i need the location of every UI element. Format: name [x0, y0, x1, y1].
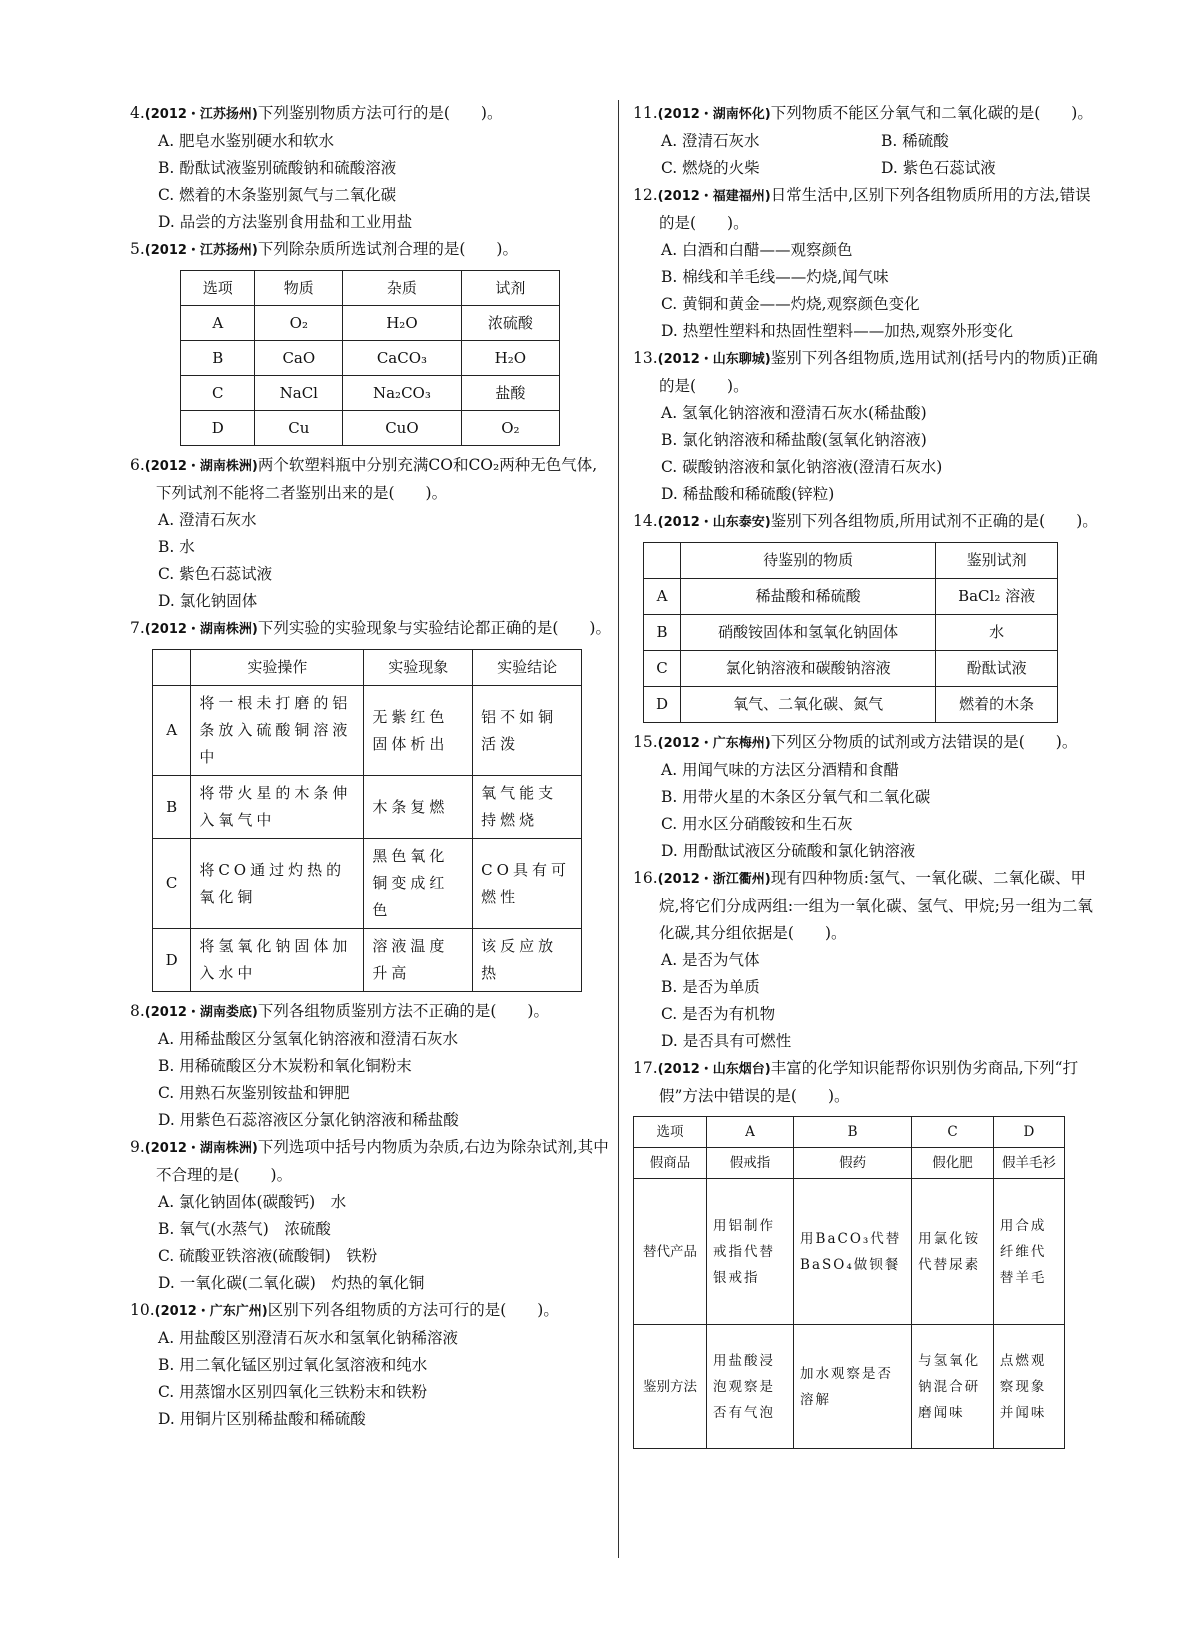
table-cell: CaO	[255, 341, 343, 376]
table-cell: CuO	[343, 411, 462, 446]
question-source: (2012・山东泰安)	[657, 515, 771, 530]
table-cell: A	[181, 306, 255, 341]
table-cell: 燃着的木条	[936, 687, 1058, 723]
option-b: B. 棉线和羊毛线——灼烧,闻气味	[661, 268, 889, 286]
option-c: C. 用蒸馏水区别四氧化三铁粉末和铁粉	[158, 1383, 428, 1401]
question-number: 11.	[633, 104, 658, 122]
table-cell: 用铝制作戒指代替银戒指	[707, 1179, 794, 1325]
question-source: (2012・江苏扬州)	[144, 107, 258, 122]
table-cell: O₂	[461, 411, 559, 446]
table-cell: 氯化钠溶液和碳酸钠溶液	[681, 651, 936, 687]
table-cell: 用BaCO₃代替BaSO₄做钡餐	[794, 1179, 912, 1325]
question-source: (2012・福建福州)	[657, 189, 771, 204]
table-header-row	[644, 543, 1058, 579]
question-number: 4.	[130, 104, 145, 122]
question-number: 12.	[633, 186, 658, 204]
table-header: 待鉴别的物质	[681, 543, 936, 579]
table-cell: H₂O	[461, 341, 559, 376]
question-source: (2012・湖南株洲)	[144, 622, 258, 637]
question-number: 16.	[633, 869, 658, 887]
table-cell: 加水观察是否溶解	[794, 1325, 912, 1449]
option-b: B. 水	[158, 538, 195, 556]
table-cell: A	[153, 686, 191, 776]
question-stem	[633, 508, 1103, 536]
table-cell: BaCl₂ 溶液	[936, 579, 1058, 615]
table-row	[644, 615, 1058, 651]
option-c: C. 紫色石蕊试液	[158, 565, 273, 583]
table-row	[644, 651, 1058, 687]
right-column	[633, 100, 1103, 1455]
table-cell: Na₂CO₃	[343, 376, 462, 411]
option-b: B. 是否为单质	[661, 978, 760, 996]
table-row	[153, 839, 582, 929]
table-cell: 浓硫酸	[461, 306, 559, 341]
table-cell: B	[153, 776, 191, 839]
option-a: A. 氢氧化钠溶液和澄清石灰水(稀盐酸)	[661, 404, 927, 422]
question-text: 日常生活中,区别下列各组物质所用的方法,错误的是( )。	[659, 186, 1091, 232]
question-stem	[633, 1055, 1103, 1110]
table-row	[634, 1148, 1065, 1179]
table-cell: 假药	[794, 1148, 912, 1179]
question-text: 下列区分物质的试剂或方法错误的是( )。	[770, 733, 1078, 751]
option-c: C. 燃烧的火柴	[661, 159, 760, 177]
table-cell: 盐酸	[461, 376, 559, 411]
question-source: (2012・山东烟台)	[657, 1062, 771, 1077]
question-stem	[130, 998, 612, 1026]
left-column	[130, 100, 612, 1433]
table-cell: B	[644, 615, 681, 651]
option-a: A. 用稀盐酸区分氢氧化钠溶液和澄清石灰水	[158, 1030, 459, 1048]
option-c: C. 用熟石灰鉴别铵盐和钾肥	[158, 1084, 350, 1102]
question-stem	[633, 182, 1103, 237]
experiment-table	[152, 649, 582, 992]
table-header-row	[181, 271, 560, 306]
option-row	[633, 128, 1103, 155]
table-header: 实验现象	[364, 650, 473, 686]
question-16	[633, 865, 1103, 1055]
table-cell: 黑色氧化铜变成红色	[364, 839, 473, 929]
question-text: 下列各组物质鉴别方法不正确的是( )。	[257, 1002, 549, 1020]
option-a: A. 用闻气味的方法区分酒精和食醋	[661, 761, 900, 779]
table-cell: C	[644, 651, 681, 687]
table-cell: 稀盐酸和稀硫酸	[681, 579, 936, 615]
table-cell: O₂	[255, 306, 343, 341]
table-cell: CO具有可燃性	[473, 839, 582, 929]
table-header: 选项	[634, 1117, 707, 1148]
table-header: 杂质	[343, 271, 462, 306]
option-c: C. 燃着的木条鉴别氮气与二氧化碳	[158, 186, 397, 204]
table-header: 实验结论	[473, 650, 582, 686]
table-cell: B	[181, 341, 255, 376]
table-cell: 与氢氧化钠混合研磨闻味	[912, 1325, 994, 1449]
table-cell: 点燃观察现象并闻味	[993, 1325, 1064, 1449]
question-11	[633, 100, 1103, 182]
option-d: D. 用酚酞试液区分硫酸和氯化钠溶液	[661, 842, 916, 860]
table-cell: 溶液温度升高	[364, 929, 473, 992]
table-cell: 假商品	[634, 1148, 707, 1179]
table-cell: 用合成纤维代替羊毛	[993, 1179, 1064, 1325]
option-c: C. 用水区分硝酸铵和生石灰	[661, 815, 853, 833]
table-row	[153, 776, 582, 839]
table-row	[181, 341, 560, 376]
table-cell: 假羊毛衫	[993, 1148, 1064, 1179]
table-row	[634, 1325, 1065, 1449]
question-stem	[130, 100, 612, 128]
table-header-row	[153, 650, 582, 686]
option-b: B. 氯化钠溶液和稀盐酸(氢氧化钠溶液)	[661, 431, 927, 449]
option-d: D. 用铜片区别稀盐酸和稀硫酸	[158, 1410, 366, 1428]
question-source: (2012・山东聊城)	[657, 352, 771, 367]
table-cell: H₂O	[343, 306, 462, 341]
question-stem	[633, 345, 1103, 400]
option-d: D. 紫色石蕊试液	[881, 159, 996, 177]
option-d: D. 热塑性塑料和热固性塑料——加热,观察外形变化	[661, 322, 1014, 340]
table-row	[644, 687, 1058, 723]
question-source: (2012・江苏扬州)	[144, 243, 258, 258]
table-cell: D	[181, 411, 255, 446]
reagent-table	[643, 542, 1058, 723]
option-c: C. 硫酸亚铁溶液(硫酸铜) 铁粉	[158, 1247, 378, 1265]
question-10	[130, 1297, 612, 1433]
question-stem	[130, 1297, 612, 1325]
table-cell: 将氢氧化钠固体加入水中	[191, 929, 364, 992]
question-12	[633, 182, 1103, 345]
question-stem	[633, 100, 1103, 128]
question-source: (2012・湖南娄底)	[144, 1005, 258, 1020]
table-cell: 假化肥	[912, 1148, 994, 1179]
table-cell: 鉴别方法	[634, 1325, 707, 1449]
option-b: B. 稀硫酸	[881, 132, 949, 150]
table-cell: A	[644, 579, 681, 615]
table-header: 鉴别试剂	[936, 543, 1058, 579]
table-cell: 该反应放热	[473, 929, 582, 992]
table-cell: 用盐酸浸泡观察是否有气泡	[707, 1325, 794, 1449]
option-c: C. 黄铜和黄金——灼烧,观察颜色变化	[661, 295, 920, 313]
question-stem	[130, 1134, 612, 1189]
table-header: C	[912, 1117, 994, 1148]
question-number: 5.	[130, 240, 145, 258]
table-row	[153, 686, 582, 776]
table-row	[181, 376, 560, 411]
table-header: 物质	[255, 271, 343, 306]
option-d: D. 用紫色石蕊溶液区分氯化钠溶液和稀盐酸	[158, 1111, 459, 1129]
question-stem	[130, 236, 612, 264]
table-header: 试剂	[461, 271, 559, 306]
table-header-row	[634, 1117, 1065, 1148]
table-cell: CaCO₃	[343, 341, 462, 376]
question-text: 两个软塑料瓶中分别充满CO和CO₂两种无色气体,下列试剂不能将二者鉴别出来的是( )。	[156, 456, 598, 502]
option-b: B. 氧气(水蒸气) 浓硫酸	[158, 1220, 331, 1238]
table-cell: 假戒指	[707, 1148, 794, 1179]
question-stem	[130, 452, 612, 507]
option-d: D. 稀盐酸和稀硫酸(锌粒)	[661, 485, 835, 503]
question-text: 下列鉴别物质方法可行的是( )。	[257, 104, 503, 122]
option-c: C. 碳酸钠溶液和氯化钠溶液(澄清石灰水)	[661, 458, 943, 476]
question-5	[130, 236, 612, 446]
question-6	[130, 452, 612, 615]
table-cell: C	[153, 839, 191, 929]
question-number: 6.	[130, 456, 145, 474]
table-header	[153, 650, 191, 686]
question-text: 丰富的化学知识能帮你识别伪劣商品,下列“打假”方法中错误的是( )。	[659, 1059, 1079, 1105]
table-cell: 替代产品	[634, 1179, 707, 1325]
table-cell: 木条复燃	[364, 776, 473, 839]
column-divider	[618, 100, 619, 1558]
table-row	[181, 411, 560, 446]
table-cell: 用氯化铵代替尿素	[912, 1179, 994, 1325]
question-text: 下列实验的实验现象与实验结论都正确的是( )。	[257, 619, 611, 637]
question-source: (2012・湖南株洲)	[144, 459, 258, 474]
question-text: 现有四种物质:氢气、一氧化碳、二氧化碳、甲烷,将它们分成两组:一组为一氧化碳、氢气、甲烷;另一组为二氧化碳,其分组依据是( )。	[659, 869, 1093, 942]
question-13	[633, 345, 1103, 508]
option-d: D. 品尝的方法鉴别食用盐和工业用盐	[158, 213, 413, 231]
option-b: B. 用二氧化锰区别过氧化氢溶液和纯水	[158, 1356, 428, 1374]
table-header	[644, 543, 681, 579]
option-b: B. 用稀硫酸区分木炭粉和氧化铜粉末	[158, 1057, 412, 1075]
table-row	[644, 579, 1058, 615]
table-cell: 将CO通过灼热的氧化铜	[191, 839, 364, 929]
table-header: B	[794, 1117, 912, 1148]
question-text: 鉴别下列各组物质,选用试剂(括号内的物质)正确的是( )。	[659, 349, 1098, 395]
table-cell: 铝不如铜活泼	[473, 686, 582, 776]
counterfeit-table	[633, 1116, 1065, 1449]
question-text: 区别下列各组物质的方法可行的是( )。	[267, 1301, 559, 1319]
table-header: 选项	[181, 271, 255, 306]
option-row	[633, 155, 1103, 182]
option-b: B. 酚酞试液鉴别硫酸钠和硫酸溶液	[158, 159, 397, 177]
question-text: 下列选项中括号内物质为杂质,右边为除杂试剂,其中不合理的是( )。	[156, 1138, 609, 1184]
table-header: D	[993, 1117, 1064, 1148]
option-a: A. 是否为气体	[661, 951, 760, 969]
table-cell: C	[181, 376, 255, 411]
option-d: D. 氯化钠固体	[158, 592, 258, 610]
question-source: (2012・广东梅州)	[657, 736, 771, 751]
question-8	[130, 998, 612, 1134]
question-7	[130, 615, 612, 992]
option-a: A. 白酒和白醋——观察颜色	[661, 241, 853, 259]
question-15	[633, 729, 1103, 865]
table-cell: 将一根未打磨的铝条放入硫酸铜溶液中	[191, 686, 364, 776]
question-9	[130, 1134, 612, 1297]
question-text: 鉴别下列各组物质,所用试剂不正确的是( )。	[770, 512, 1098, 530]
table-header: A	[707, 1117, 794, 1148]
table-row	[153, 929, 582, 992]
question-text: 下列除杂质所选试剂合理的是( )。	[257, 240, 518, 258]
option-d: D. 一氧化碳(二氧化碳) 灼热的氧化铜	[158, 1274, 425, 1292]
question-stem	[130, 615, 612, 643]
table-cell: 酚酞试液	[936, 651, 1058, 687]
table-cell: Cu	[255, 411, 343, 446]
table-cell: 水	[936, 615, 1058, 651]
option-c: C. 是否为有机物	[661, 1005, 776, 1023]
table-cell: 氧气能支持燃烧	[473, 776, 582, 839]
question-number: 7.	[130, 619, 145, 637]
question-number: 8.	[130, 1002, 145, 1020]
question-number: 9.	[130, 1138, 145, 1156]
question-source: (2012・湖南怀化)	[657, 107, 771, 122]
table-cell: 硝酸铵固体和氢氧化钠固体	[681, 615, 936, 651]
question-4	[130, 100, 612, 236]
table-cell: 无紫红色固体析出	[364, 686, 473, 776]
question-number: 17.	[633, 1059, 658, 1077]
table-header: 实验操作	[191, 650, 364, 686]
question-14	[633, 508, 1103, 723]
question-text: 下列物质不能区分氧气和二氧化碳的是( )。	[770, 104, 1093, 122]
question-source: (2012・广东广州)	[154, 1304, 268, 1319]
option-b: B. 用带火星的木条区分氧气和二氧化碳	[661, 788, 931, 806]
question-number: 10.	[130, 1301, 155, 1319]
question-number: 14.	[633, 512, 658, 530]
option-a: A. 用盐酸区别澄清石灰水和氢氧化钠稀溶液	[158, 1329, 459, 1347]
table-row	[181, 306, 560, 341]
question-source: (2012・浙江衢州)	[657, 872, 771, 887]
option-a: A. 澄清石灰水	[158, 511, 257, 529]
table-cell: D	[153, 929, 191, 992]
table-cell: 氧气、二氧化碳、氮气	[681, 687, 936, 723]
option-d: D. 是否具有可燃性	[661, 1032, 792, 1050]
table-cell: NaCl	[255, 376, 343, 411]
question-source: (2012・湖南株洲)	[144, 1141, 258, 1156]
table-cell: 将带火星的木条伸入氧气中	[191, 776, 364, 839]
table-cell: D	[644, 687, 681, 723]
question-17	[633, 1055, 1103, 1449]
option-a: A. 澄清石灰水	[661, 132, 760, 150]
question-stem	[633, 865, 1103, 947]
option-a: A. 氯化钠固体(碳酸钙) 水	[158, 1193, 347, 1211]
impurity-table	[180, 270, 560, 446]
table-row	[634, 1179, 1065, 1325]
option-a: A. 肥皂水鉴别硬水和软水	[158, 132, 335, 150]
question-stem	[633, 729, 1103, 757]
question-number: 15.	[633, 733, 658, 751]
question-number: 13.	[633, 349, 658, 367]
